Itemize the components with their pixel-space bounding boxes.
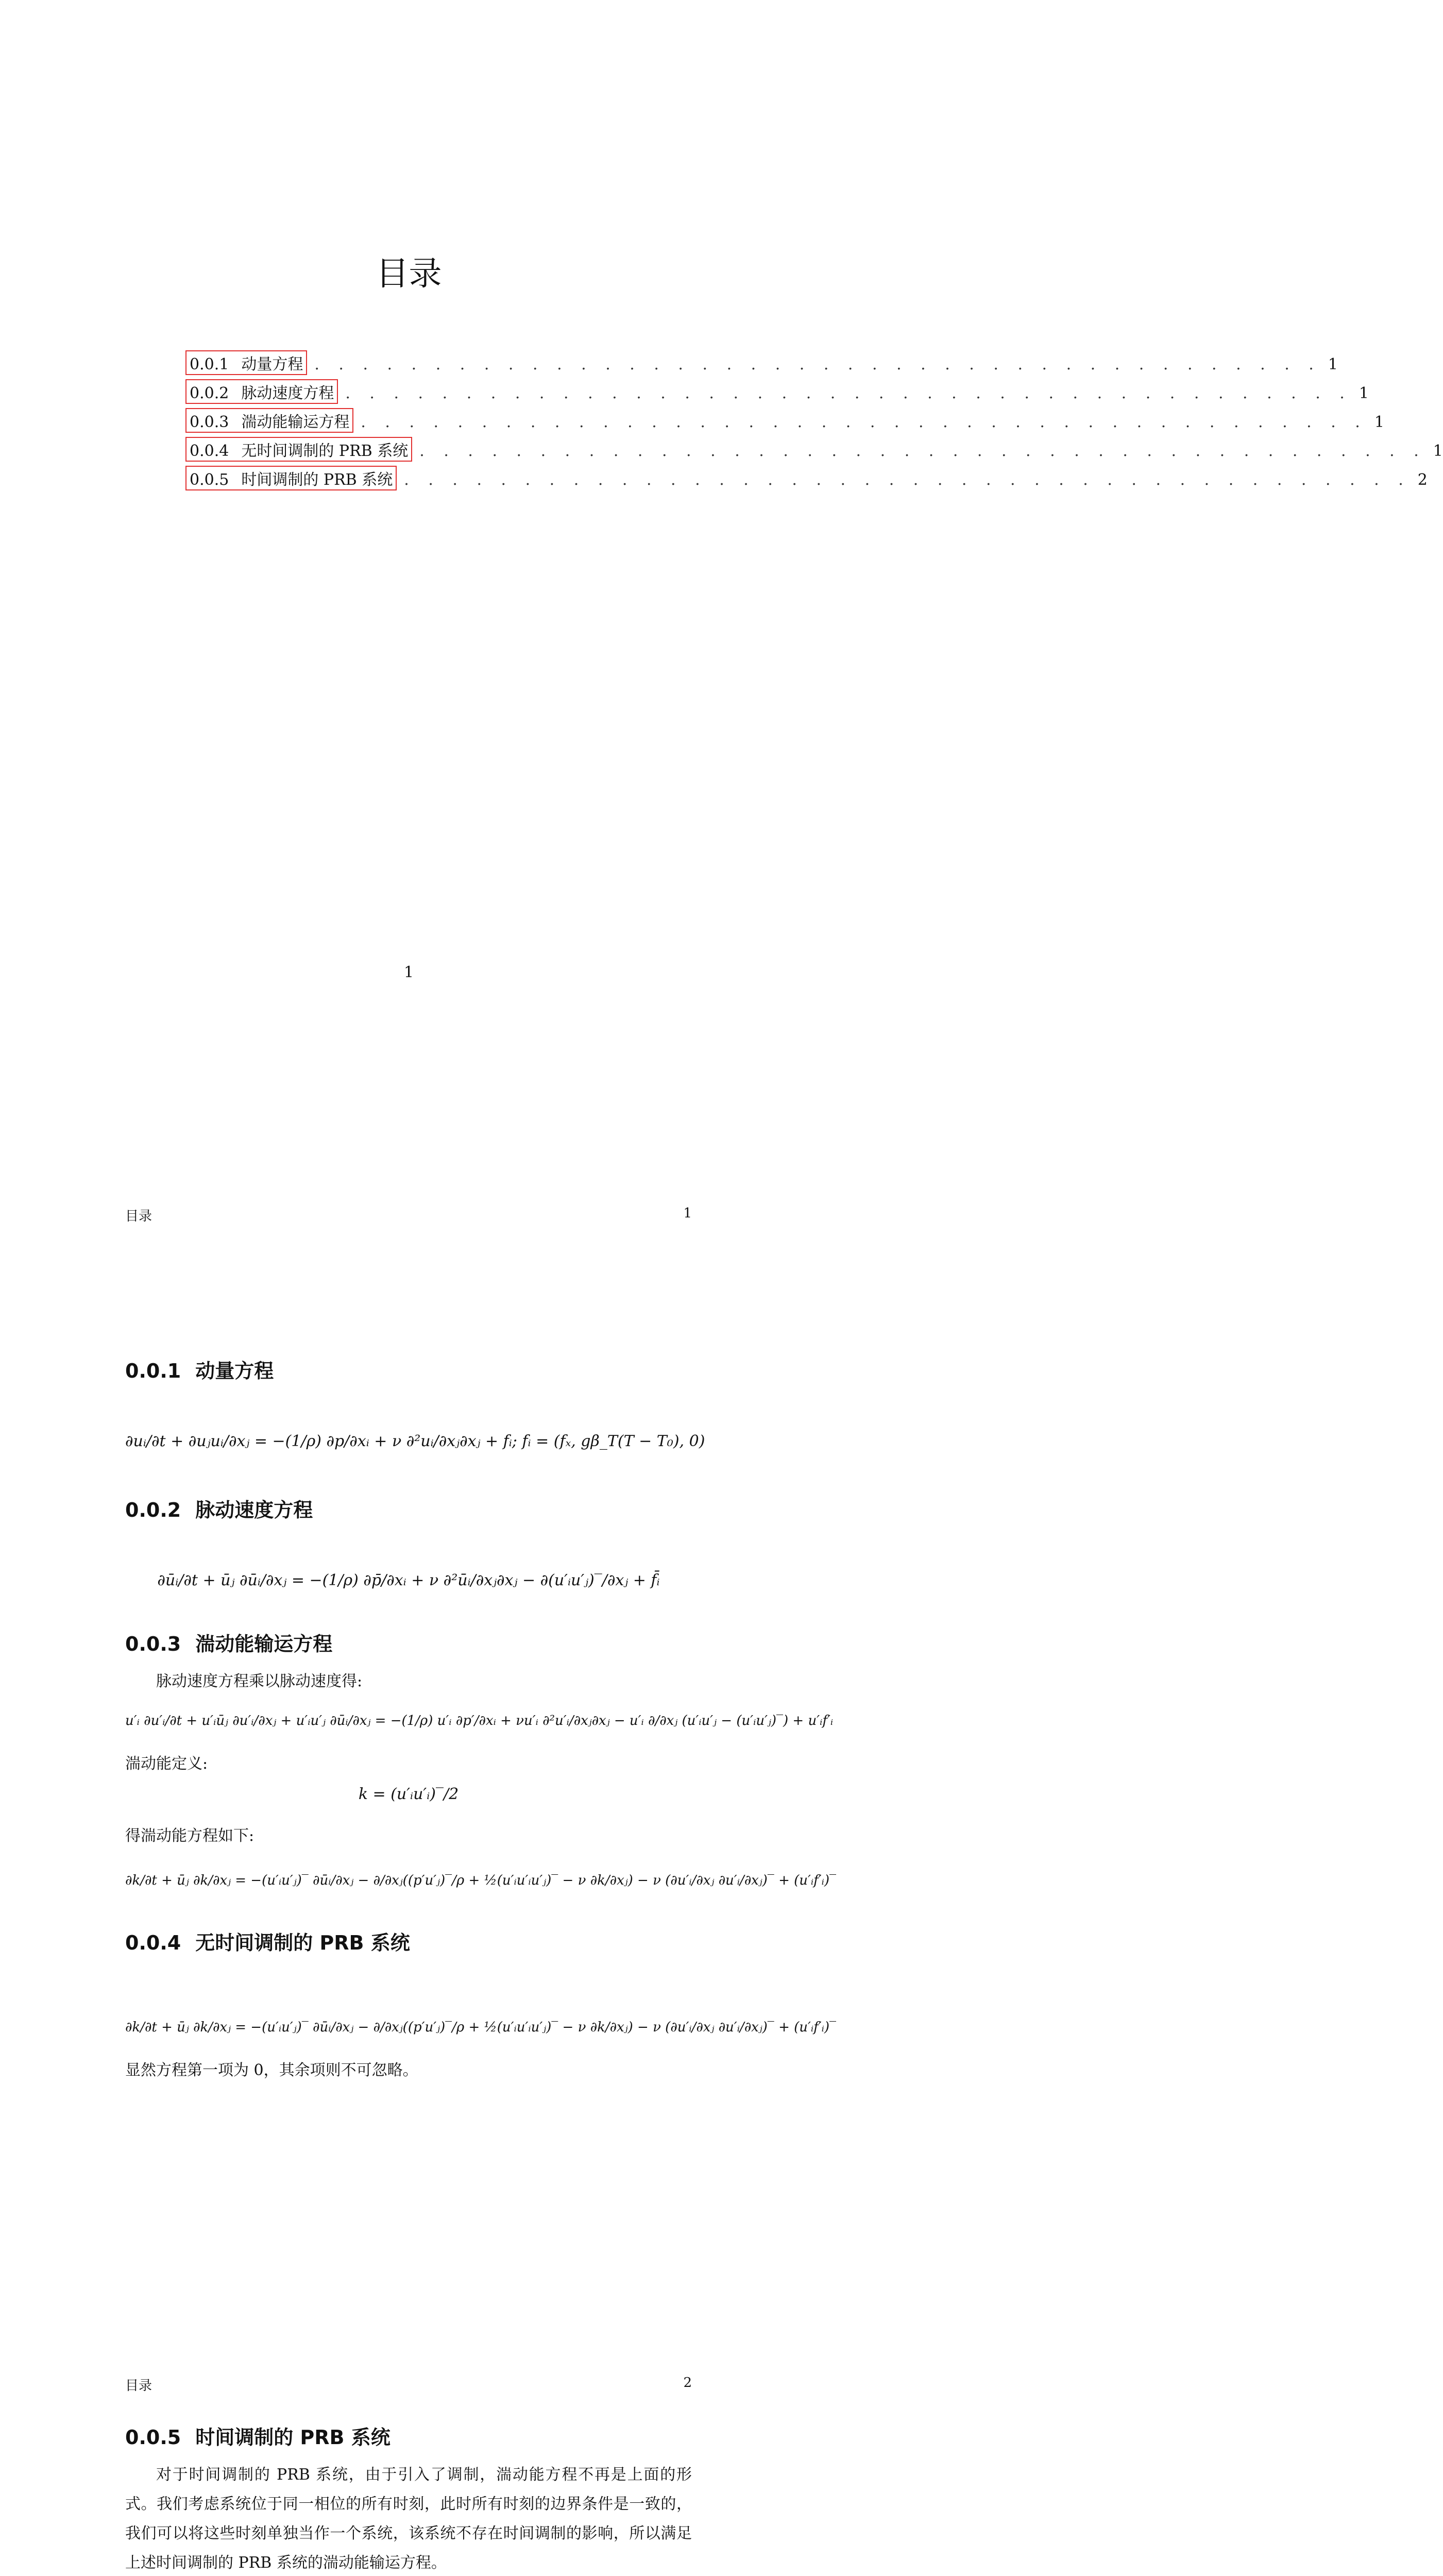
toc-link-fluctuation[interactable]: 0.0.2 脉动速度方程 [185, 379, 338, 404]
section-heading-prb-unmodulated: 0.0.4 无时间调制的 PRB 系统 [125, 1931, 410, 1954]
page-2 [0, 1175, 837, 2282]
section-heading-momentum: 0.0.1 动量方程 [125, 1360, 274, 1382]
toc-leader: . . . . . . . . . . . . . . . . . . . . . . . . . . . . . . . . . . . . . . . . . . [314, 355, 1321, 374]
toc-leader: . . . . . . . . . . . . . . . . . . . . . . . . . . . . . . . . . . . . . . . . . . [404, 471, 1411, 489]
toc-page-number: 2 [1417, 471, 1428, 489]
toc-link-prb-modulated[interactable]: 0.0.5 时间调制的 PRB 系统 [185, 466, 397, 490]
equation-tke: ∂k/∂t + ūⱼ ∂k/∂xⱼ = −(u′ᵢu′ⱼ)‾ ∂ūᵢ/∂xⱼ − ∂/∂xⱼ((p′u′ⱼ)‾/ρ + ½(u′ᵢu′ᵢu′ⱼ)‾ − ν ∂k/∂xⱼ) − ν (∂u′ᵢ/∂xⱼ ∂u′ᵢ/∂xⱼ)‾ + (u′ᵢf′ᵢ)‾ [125, 1873, 837, 1888]
paragraph: 显然方程第一项为 0，其余项则不可忽略。 [125, 2061, 418, 2079]
equation-fluctuation: ∂ūᵢ/∂t + ūⱼ ∂ūᵢ/∂xⱼ = −(1/ρ) ∂p̄/∂xᵢ + ν ∂²ūᵢ/∂xⱼ∂xⱼ − ∂(u′ᵢu′ⱼ)‾/∂xⱼ + f̄ᵢ [157, 1571, 660, 1589]
header-title: 目录 [125, 2378, 152, 2394]
toc-leader: . . . . . . . . . . . . . . . . . . . . . . . . . . . . . . . . . . . . . . . . . . [361, 413, 1367, 431]
equation-fluctuation-product: u′ᵢ ∂u′ᵢ/∂t + u′ᵢūⱼ ∂u′ᵢ/∂xⱼ + u′ᵢu′ⱼ ∂ūᵢ/∂xⱼ = −(1/ρ) u′ᵢ ∂p′/∂xᵢ + νu′ᵢ ∂²u′ᵢ/∂xⱼ∂xⱼ − u′ᵢ ∂/∂xⱼ (u′ᵢu′ⱼ − (u′ᵢu′ⱼ)‾) + u′ᵢf′ᵢ [125, 1713, 834, 1728]
section-heading-fluctuation: 0.0.2 脉动速度方程 [125, 1499, 313, 1521]
equation-momentum: ∂uᵢ/∂t + ∂uⱼuᵢ/∂xⱼ = −(1/ρ) ∂p/∂xᵢ + ν ∂²uᵢ/∂xⱼ∂xⱼ + fᵢ; fᵢ = (fₓ, gβ_T(T − T₀), 0) [125, 1432, 705, 1450]
header-page-number: 2 [683, 2375, 692, 2391]
toc-entry [185, 379, 1369, 408]
toc-link-tke[interactable]: 0.0.3 湍动能输运方程 [185, 408, 353, 433]
page-3 [0, 2349, 818, 2576]
page-1 [0, 0, 1443, 1123]
paragraph: 得湍动能方程如下: [125, 1827, 254, 1845]
toc-entry [185, 437, 1443, 466]
toc-page-number: 1 [1433, 442, 1443, 460]
header-title: 目录 [125, 1209, 152, 1224]
running-header [125, 1206, 692, 1225]
paragraph: 湍动能定义: [125, 1755, 208, 1773]
toc-link-momentum[interactable]: 0.0.1 动量方程 [185, 350, 307, 375]
toc-page-number: 1 [1328, 355, 1338, 374]
toc-page-number: 1 [1374, 413, 1384, 431]
header-page-number: 1 [683, 1206, 692, 1221]
table-of-contents [185, 350, 1443, 495]
paragraph: 对于时间调制的 PRB 系统，由于引入了调制，湍动能方程不再是上面的形式。我们考虑系统位于同一相位的所有时刻，此时所有时刻的边界条件是一致的，我们可以将这些时刻单独当作一个系统，该系统不存在时间调制的影响，所以满足上述时间调制的 PRB 系统的湍动能输运方程。 [125, 2466, 692, 2572]
toc-entry [185, 408, 1384, 437]
toc-leader: . . . . . . . . . . . . . . . . . . . . . . . . . . . . . . . . . . . . . . . . . . [345, 384, 1352, 402]
section-heading-prb-modulated: 0.0.5 时间调制的 PRB 系统 [125, 2426, 391, 2449]
section-heading-tke: 0.0.3 湍动能输运方程 [125, 1633, 333, 1655]
toc-entry [185, 466, 1428, 495]
toc-entry [185, 350, 1338, 379]
toc-link-prb-unmodulated[interactable]: 0.0.4 无时间调制的 PRB 系统 [185, 437, 412, 462]
equation-prb-tke: ∂k/∂t + ūⱼ ∂k/∂xⱼ = −(u′ᵢu′ⱼ)‾ ∂ūᵢ/∂xⱼ − ∂/∂xⱼ((p′u′ⱼ)‾/ρ + ½(u′ᵢu′ᵢu′ⱼ)‾ − ν ∂k/∂xⱼ) − ν (∂u′ᵢ/∂xⱼ ∂u′ᵢ/∂xⱼ)‾ + (u′ᵢf′ᵢ)‾ [125, 2020, 837, 2035]
page-number: 1 [403, 963, 414, 981]
running-header [125, 2375, 692, 2394]
toc-title: 目录 [376, 255, 442, 293]
equation-tke-definition: k = (u′ᵢu′ᵢ)‾/2 [358, 1785, 459, 1803]
paragraph: 脉动速度方程乘以脉动速度得: [156, 1672, 363, 1690]
toc-leader: . . . . . . . . . . . . . . . . . . . . . . . . . . . . . . . . . . . . . . . . . . [419, 442, 1426, 460]
toc-page-number: 1 [1359, 384, 1369, 402]
